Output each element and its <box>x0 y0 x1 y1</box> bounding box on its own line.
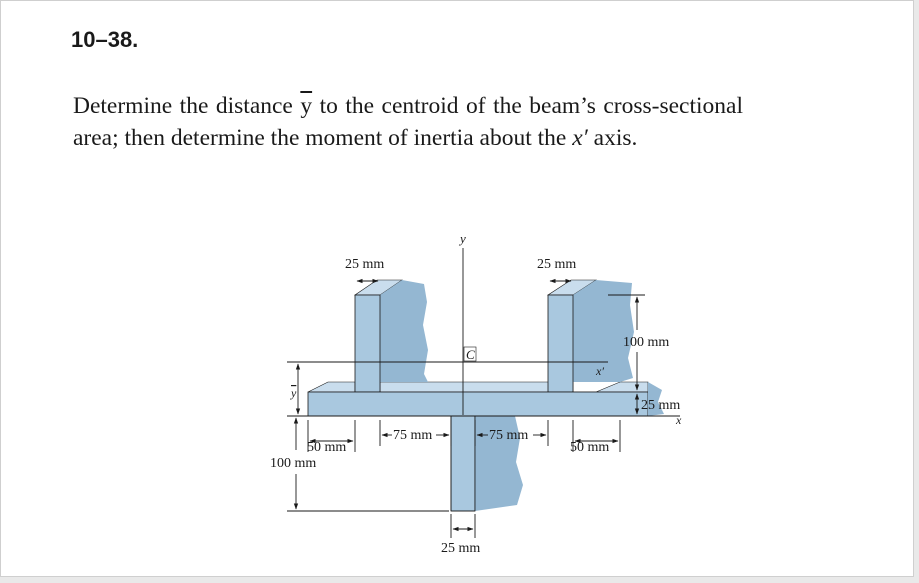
stem-width-label: 25 mm <box>441 541 481 556</box>
left-overhang-label: 50 mm <box>307 440 347 455</box>
stem-height-label: 100 mm <box>270 456 317 471</box>
left-web-width-label: 25 mm <box>345 257 385 272</box>
left-web-front-face <box>355 295 380 392</box>
ybar-symbol: $\overline{y}$ <box>300 93 313 119</box>
right-web-front-face <box>548 295 573 392</box>
left-gap-label: 75 mm <box>393 428 433 443</box>
right-overhang-label: 50 mm <box>570 440 610 455</box>
statement-part-1: Determine the distance <box>73 93 301 119</box>
y-axis-label: y <box>460 231 466 246</box>
problem-number: 10–38. <box>71 27 139 52</box>
centroid-label: C <box>466 347 475 362</box>
statement-part-2: to the centroid of the beam’s cross-sectional area; then determine the moment of inertia about the <box>73 93 743 151</box>
ybar-label: y <box>291 386 297 400</box>
stem-front-face <box>451 416 475 511</box>
left-web-depth <box>380 280 428 382</box>
x-axis-label: x <box>676 413 682 427</box>
x-prime-axis-label: x′ <box>596 364 604 378</box>
flange-front-face <box>308 392 648 416</box>
x-prime-symbol: x′ <box>572 125 588 151</box>
flange-thickness-label: 25 mm <box>641 398 681 413</box>
right-web-width-label: 25 mm <box>537 257 577 272</box>
web-height-label: 100 mm <box>623 335 670 350</box>
right-gap-label: 75 mm <box>489 428 529 443</box>
statement-part-3: axis. <box>587 125 638 151</box>
